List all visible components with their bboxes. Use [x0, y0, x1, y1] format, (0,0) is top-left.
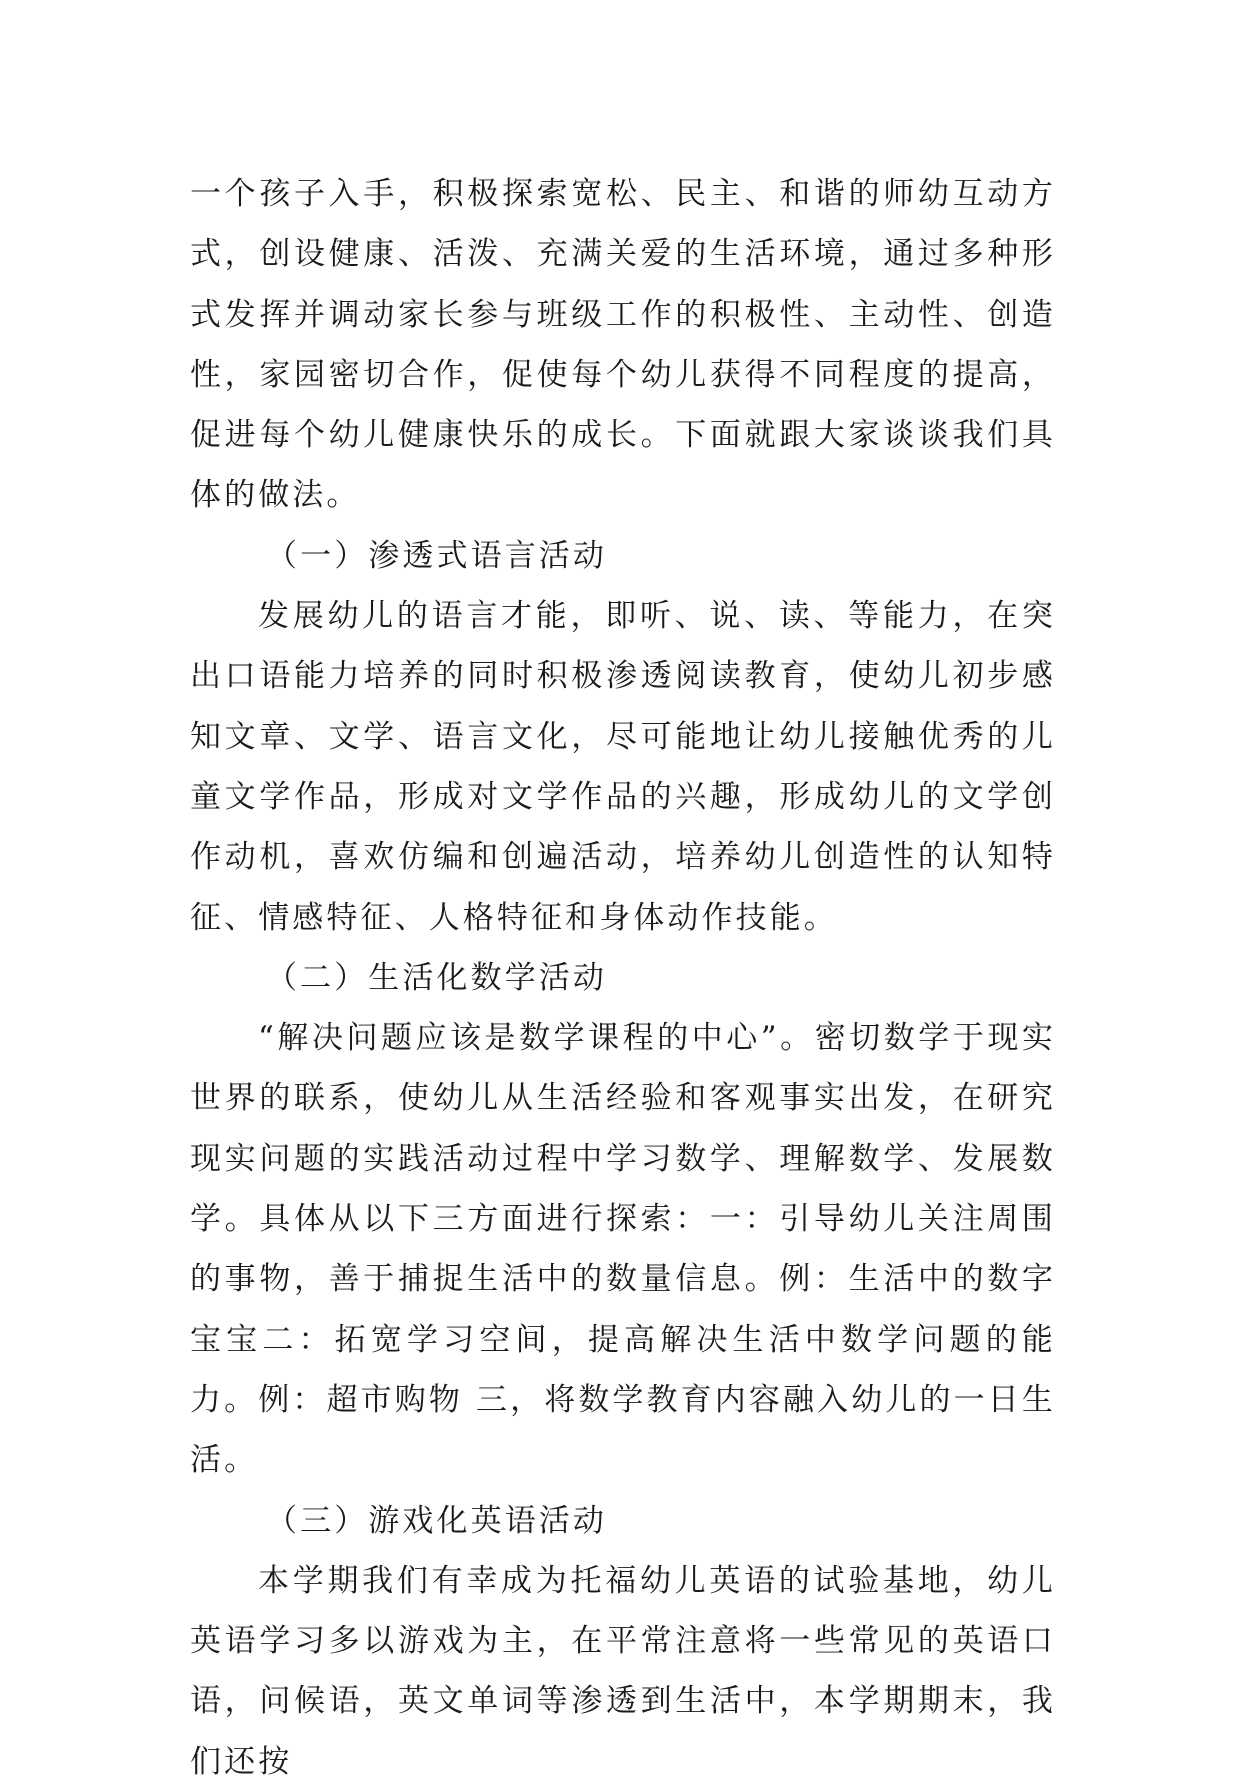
document-body — [190, 164, 1056, 1792]
paragraph-intro: 一个孩子入手，积极探索宽松、民主、和谐的师幼互动方式，创设健康、活泼、充满关爱的生活环境，通过多种形式发挥并调动家长参与班级工作的积极性、主动性、创造性，家园密切合作，促使每个幼儿获得不同程度的提高，促进每个幼儿健康快乐的成长。下面就跟大家谈谈我们具体的做法。 — [190, 176, 1056, 514]
section-heading-english: （三）游戏化英语活动 — [266, 1502, 607, 1539]
paragraph-language: 发展幼儿的语言才能，即听、说、读、等能力，在突出口语能力培养的同时积极渗透阅读教育，使幼儿初步感知文章、文学、语言文化，尽可能地让幼儿接触优秀的儿童文学作品，形成对文学作品的兴趣，形成幼儿的文学创作动机，喜欢仿编和创遍活动，培养幼儿创造性的认知特征、情感特征、人格特征和身体动作技能。 — [190, 598, 1056, 936]
paragraph-english: 本学期我们有幸成为托福幼儿英语的试验基地，幼儿英语学习多以游戏为主，在平常注意将一些常见的英语口语，问候语，英文单词等渗透到生活中，本学期期末，我们还按 — [190, 1562, 1056, 1780]
paragraph-math: “解决问题应该是数学课程的中心”。密切数学于现实世界的联系，使幼儿从生活经验和客观事实出发，在研究现实问题的实践活动过程中学习数学、理解数学、发展数学。具体从以下三方面进行探索：一：引导幼儿关注周围的事物，善于捕捉生活中的数量信息。例：生活中的数字宝宝二：拓宽学习空间，提高解决生活中数学问题的能力。例：超市购物 三，将数学教育内容融入幼儿的一日生活。 — [190, 1020, 1056, 1479]
section-heading-math: （二）生活化数学活动 — [266, 959, 607, 996]
section-heading-language: （一）渗透式语言活动 — [266, 537, 607, 574]
